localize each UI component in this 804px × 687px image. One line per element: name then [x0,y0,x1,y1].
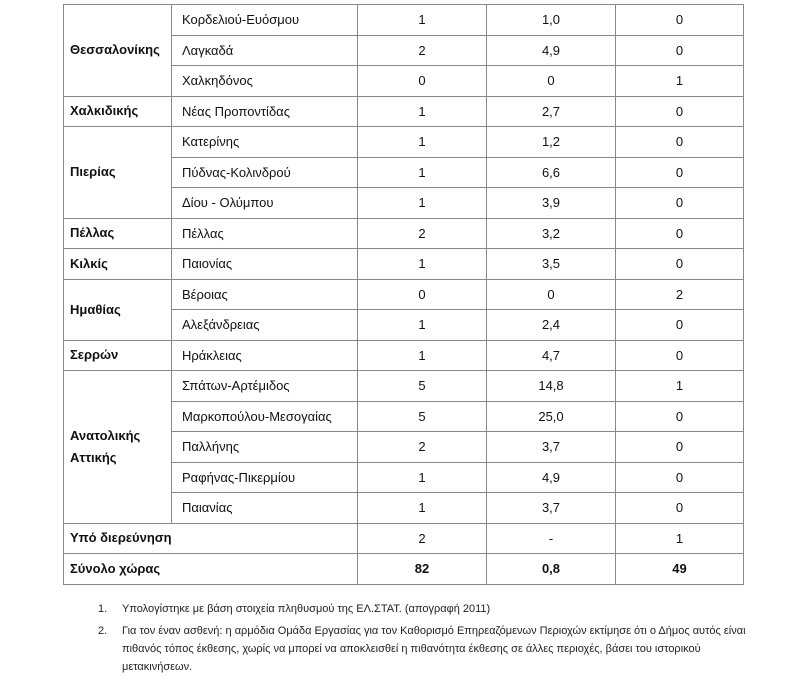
municipality-cell: Πύδνας-Κολινδρού [172,157,358,188]
other-cell: 1 [616,66,744,97]
other-cell: 0 [616,432,744,463]
rate-cell: 1,0 [487,5,616,36]
rate-cell: 14,8 [487,371,616,402]
cases-cell: 1 [358,157,487,188]
municipality-cell: Λαγκαδά [172,35,358,66]
other-cell: 2 [616,279,744,310]
other-cell: 0 [616,401,744,432]
cases-table-body [64,5,744,585]
rate-cell: 3,9 [487,188,616,219]
municipality-cell: Σπάτων-Αρτέμιδος [172,371,358,402]
region-cell: Πιερίας [64,127,172,219]
cases-cell: 0 [358,66,487,97]
under-investigation-row-cases: 2 [358,523,487,554]
cases-cell: 1 [358,5,487,36]
other-cell: 0 [616,188,744,219]
rate-cell: 3,5 [487,249,616,280]
table-row [64,218,744,249]
other-cell: 1 [616,371,744,402]
municipality-cell: Κορδελιού-Ευόσμου [172,5,358,36]
cases-cell: 2 [358,218,487,249]
total-row [64,554,744,585]
region-cell: Ημαθίας [64,279,172,340]
municipality-cell: Ηράκλειας [172,340,358,371]
cases-table [63,4,744,585]
table-row [64,279,744,310]
cases-cell: 1 [358,188,487,219]
rate-cell: 0 [487,66,616,97]
table-row [64,249,744,280]
table-row [64,371,744,402]
municipality-cell: Χαλκηδόνος [172,66,358,97]
region-cell: Σερρών [64,340,172,371]
rate-cell: 4,9 [487,462,616,493]
total-row-rate: 0,8 [487,554,616,585]
rate-cell: 3,7 [487,432,616,463]
municipality-cell: Παιονίας [172,249,358,280]
footnote-text: Υπολογίστηκε με βάση στοιχεία πληθυσμού της ΕΛ.ΣΤΑΤ. (απογραφή 2011) [122,603,491,615]
cases-cell: 1 [358,96,487,127]
under-investigation-row-label: Υπό διερεύνηση [64,523,358,554]
other-cell: 0 [616,157,744,188]
table-row [64,96,744,127]
footnote [98,600,748,618]
rate-cell: 2,7 [487,96,616,127]
table-row [64,127,744,158]
rate-cell: 4,7 [487,340,616,371]
footnote-number: 1. [98,603,108,615]
table-row [64,340,744,371]
rate-cell: 2,4 [487,310,616,341]
footnote-number: 2. [98,625,108,637]
other-cell: 0 [616,462,744,493]
rate-cell: 3,2 [487,218,616,249]
municipality-cell: Βέροιας [172,279,358,310]
municipality-cell: Παιανίας [172,493,358,524]
municipality-cell: Ραφήνας-Πικερμίου [172,462,358,493]
region-cell: Κιλκίς [64,249,172,280]
municipality-cell: Παλλήνης [172,432,358,463]
other-cell: 0 [616,127,744,158]
under-investigation-row-rate: - [487,523,616,554]
cases-cell: 2 [358,35,487,66]
under-investigation-row-other: 1 [616,523,744,554]
rate-cell: 25,0 [487,401,616,432]
total-row-cases: 82 [358,554,487,585]
cases-cell: 5 [358,401,487,432]
under-investigation-row [64,523,744,554]
other-cell: 0 [616,5,744,36]
cases-cell: 1 [358,462,487,493]
cases-cell: 1 [358,493,487,524]
cases-cell: 1 [358,127,487,158]
cases-cell: 5 [358,371,487,402]
region-cell: Θεσσαλονίκης [64,5,172,97]
cases-cell: 1 [358,310,487,341]
total-row-other: 49 [616,554,744,585]
municipality-cell: Νέας Προποντίδας [172,96,358,127]
region-cell: Χαλκιδικής [64,96,172,127]
region-cell: Ανατολικής Αττικής [64,371,172,524]
cases-cell: 1 [358,340,487,371]
municipality-cell: Κατερίνης [172,127,358,158]
cases-cell: 0 [358,279,487,310]
municipality-cell: Δίου - Ολύμπου [172,188,358,219]
other-cell: 0 [616,35,744,66]
other-cell: 0 [616,310,744,341]
cases-cell: 2 [358,432,487,463]
footnote-text: Για τον έναν ασθενή: η αρμόδια Ομάδα Εργασίας για τον Καθορισμό Επηρεαζόμενων Περιοχών εκτίμησε ότι ο Δήμος αυτός είναι πιθανός τόπος έκθεσης, χωρίς να μπορεί να αποκλεισθεί η πιθανότητα έκθεσης σε άλλες περιοχές, βάσει του ιστορικού μετακινήσεων. [122,625,746,673]
other-cell: 0 [616,218,744,249]
total-row-label: Σύνολο χώρας [64,554,358,585]
region-cell: Πέλλας [64,218,172,249]
municipality-cell: Πέλλας [172,218,358,249]
footnote [98,622,748,676]
municipality-cell: Αλεξάνδρειας [172,310,358,341]
cases-cell: 1 [358,249,487,280]
rate-cell: 0 [487,279,616,310]
rate-cell: 6,6 [487,157,616,188]
rate-cell: 3,7 [487,493,616,524]
other-cell: 0 [616,493,744,524]
rate-cell: 4,9 [487,35,616,66]
rate-cell: 1,2 [487,127,616,158]
footnotes [98,600,748,680]
other-cell: 0 [616,249,744,280]
other-cell: 0 [616,96,744,127]
other-cell: 0 [616,340,744,371]
table-row [64,5,744,36]
municipality-cell: Μαρκοπούλου-Μεσογαίας [172,401,358,432]
